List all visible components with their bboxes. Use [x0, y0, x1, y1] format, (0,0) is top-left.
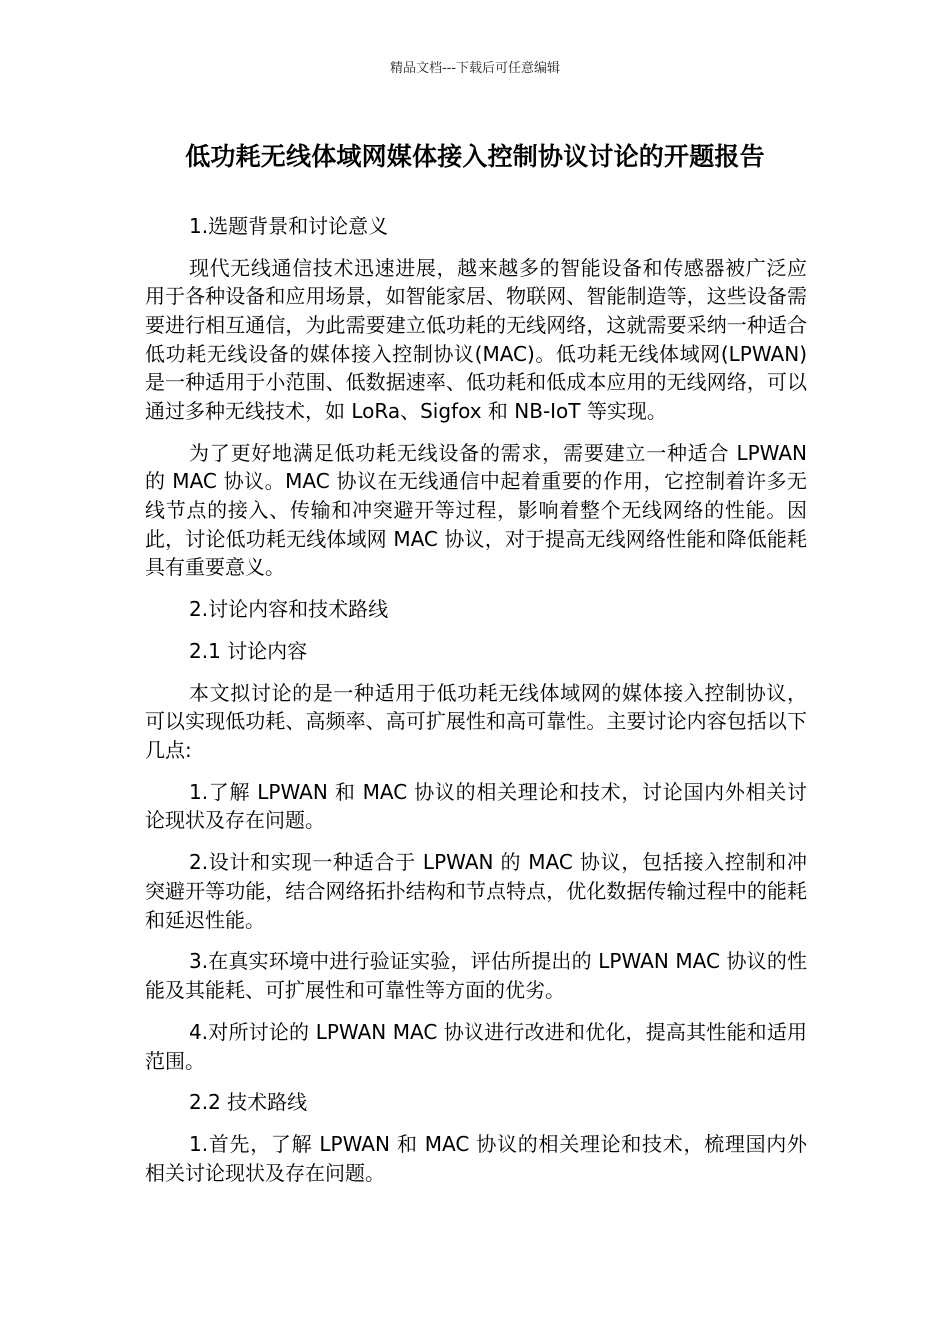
- document-body: [145, 212, 807, 1201]
- document-title: 低功耗无线体域网媒体接入控制协议讨论的开题报告: [185, 142, 765, 171]
- paragraph: 现代无线通信技术迅速进展，越来越多的智能设备和传感器被广泛应用于各种设备和应用场景，如智能家居、物联网、智能制造等，这些设备需要进行相互通信，为此需要建立低功耗的无线网络，这就需要采纳一种适合低功耗无线设备的媒体接入控制协议(MAC)。低功耗无线体域网(LPWAN)是一种适用于小范围、低数据速率、低功耗和低成本应用的无线网络，可以通过多种无线技术，如 LoRa、Sigfox 和 NB-IoT 等实现。: [145, 255, 807, 423]
- subsection-heading-content: 2.1 讨论内容: [189, 638, 308, 663]
- list-item: 1.了解 LPWAN 和 MAC 协议的相关理论和技术，讨论国内外相关讨论现状及存在问题。: [145, 779, 807, 833]
- list-item: 3.在真实环境中进行验证实验，评估所提出的 LPWAN MAC 协议的性能及其能耗、可扩展性和可靠性等方面的优劣。: [145, 949, 807, 1003]
- subsection-heading-route: 2.2 技术路线: [189, 1090, 308, 1115]
- section-heading-background: 1.选题背景和讨论意义: [189, 214, 389, 238]
- list-item: 4.对所讨论的 LPWAN MAC 协议进行改进和优化，提高其性能和适用范围。: [145, 1019, 807, 1073]
- list-item: 2.设计和实现一种适合于 LPWAN 的 MAC 协议，包括接入控制和冲突避开等功能，结合网络拓扑结构和节点特点，优化数据传输过程中的能耗和延迟性能。: [145, 850, 807, 932]
- section-heading-content: 2.讨论内容和技术路线: [189, 597, 389, 622]
- paragraph: 为了更好地满足低功耗无线设备的需求，需要建立一种适合 LPWAN 的 MAC 协议。MAC 协议在无线通信中起着重要的作用，它控制着许多无线节点的接入、传输和冲突避开等过程，影响着整个无线网络的性能。因此，讨论低功耗无线体域网 MAC 协议，对于提高无线网络性能和降低能耗具有重要意义。: [145, 440, 807, 580]
- list-item: 1.首先，了解 LPWAN 和 MAC 协议的相关理论和技术，梳理国内外相关讨论现状及存在问题。: [145, 1132, 807, 1185]
- header-note: 精品文档---下载后可任意编辑: [389, 61, 561, 76]
- paragraph: 本文拟讨论的是一种适用于低功耗无线体域网的媒体接入控制协议，可以实现低功耗、高频率、高可扩展性和高可靠性。主要讨论内容包括以下几点:: [145, 680, 807, 762]
